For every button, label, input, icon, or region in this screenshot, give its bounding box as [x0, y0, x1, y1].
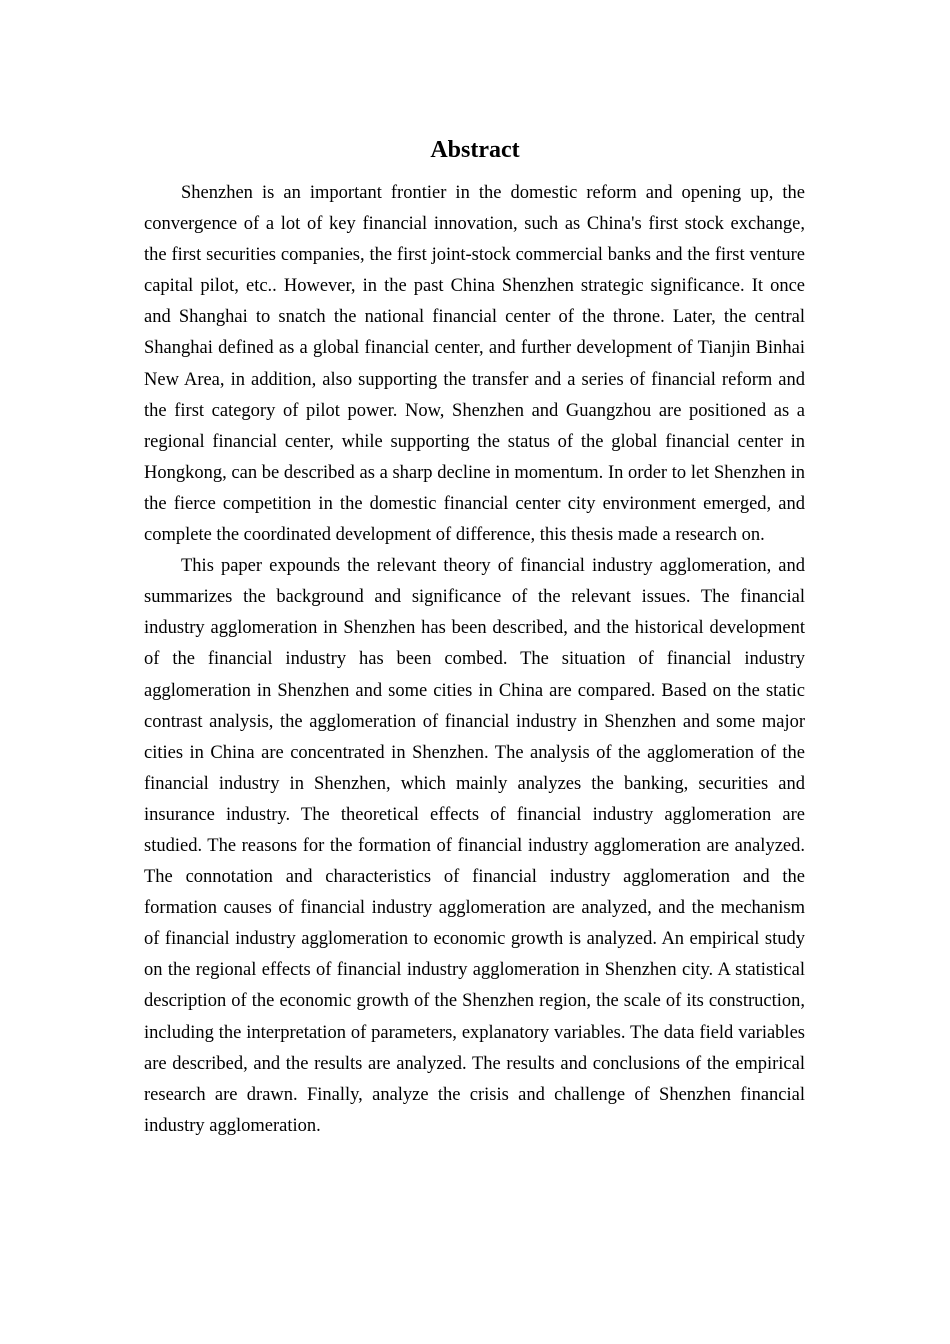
- page-title: Abstract: [430, 137, 520, 163]
- abstract-paragraph-1: Shenzhen is an important frontier in the domestic reform and opening up, the convergence of a lot of key financial innovation, such as China's first stock exchange, the first securities companies, the first joint-stock commercial banks and the first venture capital pilot, etc.. However, in the past China Shenzhen strategic significance. It once and Shanghai to snatch the national financial center of the throne. Later, the central Shanghai defined as a global financial center, and further development of Tianjin Binhai New Area, in addition, also supporting the transfer and a series of financial reform and the first category of pilot power. Now, Shenzhen and Guangzhou are positioned as a regional financial center, while supporting the status of the global financial center in Hongkong, can be described as a sharp decline in momentum. In order to let Shenzhen in the fierce competition in the domestic financial center city environment emerged, and complete the coordinated development of difference, this thesis made a research on.: [144, 183, 805, 546]
- abstract-paragraph-2: This paper expounds the relevant theory of financial industry agglomeration, and summarizes the background and significance of the relevant issues. The financial industry agglomeration in Shenzhen has been described, and the historical development of the financial industry has been combed. The situation of financial industry agglomeration in Shenzhen and some cities in China are compared. Based on the static contrast analysis, the agglomeration of financial industry in Shenzhen and some major cities in China are concentrated in Shenzhen. The analysis of the agglomeration of the financial industry in Shenzhen, which mainly analyzes the banking, securities and insurance industry. The theoretical effects of financial industry agglomeration are studied. The reasons for the formation of financial industry agglomeration are analyzed. The connotation and characteristics of financial industry agglomeration and the formation causes of financial industry agglomeration are analyzed, and the mechanism of financial industry agglomeration to economic growth is analyzed. An empirical study on the regional effects of financial industry agglomeration in Shenzhen city. A statistical description of the economic growth of the Shenzhen region, the scale of its construction, including the interpretation of parameters, explanatory variables. The data field variables are described, and the results are analyzed. The results and conclusions of the empirical research are drawn. Finally, analyze the crisis and challenge of Shenzhen financial industry agglomeration.: [144, 556, 805, 1136]
- abstract-body: [144, 178, 805, 1142]
